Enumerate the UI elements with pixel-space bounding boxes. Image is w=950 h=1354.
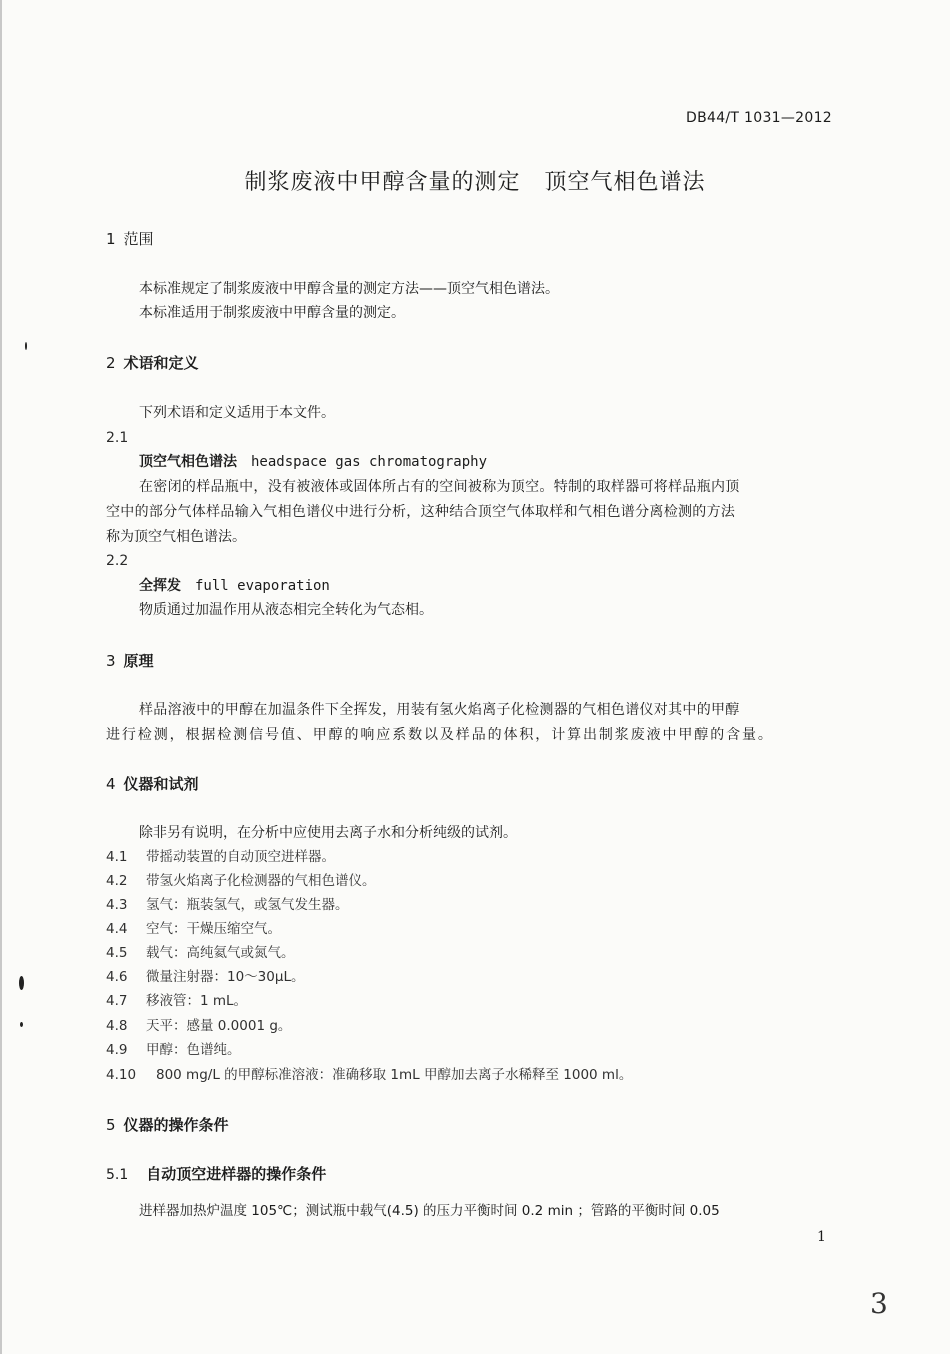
term-english: headspace gas chromatography bbox=[251, 454, 488, 470]
term-entry bbox=[139, 455, 487, 469]
section-1-heading: 1 范围 bbox=[106, 230, 154, 248]
term-definition-line: 物质通过加温作用从液态相完全转化为气态相。 bbox=[139, 602, 433, 618]
scan-mark bbox=[20, 1022, 23, 1027]
term-entry bbox=[139, 579, 330, 593]
term-english: full evaporation bbox=[195, 578, 330, 594]
list-item: 4.9 甲醇：色谱纯。 bbox=[106, 1042, 241, 1058]
section-5-heading: 5 仪器的操作条件 bbox=[106, 1116, 229, 1134]
scan-mark bbox=[19, 976, 24, 990]
term-definition-line: 称为顶空气相色谱法。 bbox=[106, 529, 246, 545]
page-number: 1 bbox=[817, 1229, 826, 1245]
document-title bbox=[0, 172, 950, 194]
term-chinese: 顶空气相色谱法 bbox=[139, 454, 237, 470]
section-2-intro: 下列术语和定义适用于本文件。 bbox=[139, 405, 335, 421]
term-definition-line: 在密闭的样品瓶中，没有被液体或固体所占有的空间被称为顶空。特制的取样器可将样品瓶内顶 bbox=[139, 479, 740, 495]
section-3-paragraph-line: 进行检测，根据检测信号值、甲醇的响应系数以及样品的体积，计算出制浆废液中甲醇的含量。 bbox=[106, 727, 774, 743]
section-4-intro: 除非另有说明，在分析中应使用去离子水和分析纯级的试剂。 bbox=[139, 825, 517, 841]
section-3-heading: 3 原理 bbox=[106, 652, 154, 670]
list-item: 4.4 空气：干燥压缩空气。 bbox=[106, 921, 281, 937]
list-item: 4.6 微量注射器：10～30μL。 bbox=[106, 969, 305, 985]
section-4-heading: 4 仪器和试剂 bbox=[106, 775, 199, 793]
list-item: 4.3 氢气：瓶装氢气，或氢气发生器。 bbox=[106, 897, 349, 913]
term-chinese: 全挥发 bbox=[139, 578, 181, 594]
section-1-paragraph: 本标准规定了制浆废液中甲醇含量的测定方法——顶空气相色谱法。 bbox=[139, 281, 559, 297]
section-1-paragraph: 本标准适用于制浆废液中甲醇含量的测定。 bbox=[139, 305, 405, 321]
subsection-5-1-paragraph-line: 进样器加热炉温度 105℃；测试瓶中载气(4.5) 的压力平衡时间 0.2 min ；管路的平衡时间 0.05 bbox=[139, 1203, 720, 1219]
subsection-5-1-heading: 5.1 自动顶空进样器的操作条件 bbox=[106, 1165, 327, 1183]
section-3-paragraph-line: 样品溶液中的甲醇在加温条件下全挥发，用装有氢火焰离子化检测器的气相色谱仪对其中的甲醇 bbox=[139, 702, 740, 718]
title-subtitle: 顶空气相色谱法 bbox=[544, 170, 706, 195]
clause-number: 2.2 bbox=[106, 553, 129, 569]
list-item: 4.2 带氢火焰离子化检测器的气相色谱仪。 bbox=[106, 873, 376, 889]
list-item: 4.10 800 mg/L 的甲醇标准溶液：准确移取 1mL 甲醇加去离子水稀释至 1000 ml。 bbox=[106, 1067, 633, 1083]
scan-mark bbox=[25, 342, 27, 350]
list-item: 4.5 载气：高纯氦气或氮气。 bbox=[106, 945, 295, 961]
list-item: 4.8 天平：感量 0.0001 g。 bbox=[106, 1018, 292, 1034]
list-item: 4.1 带摇动装置的自动顶空进样器。 bbox=[106, 849, 335, 865]
document-code: DB44/T 1031—2012 bbox=[686, 110, 832, 126]
section-2-heading: 2 术语和定义 bbox=[106, 354, 199, 372]
title-main: 制浆废液中甲醇含量的测定 bbox=[244, 170, 521, 195]
sheet-number: 3 bbox=[870, 1287, 888, 1320]
term-definition-line: 空中的部分气体样品输入气相色谱仪中进行分析，这种结合顶空气体取样和气相色谱分离检测的方法 bbox=[106, 504, 736, 520]
clause-number: 2.1 bbox=[106, 430, 129, 446]
scan-left-edge bbox=[0, 0, 2, 1354]
list-item: 4.7 移液管：1 mL。 bbox=[106, 993, 248, 1009]
